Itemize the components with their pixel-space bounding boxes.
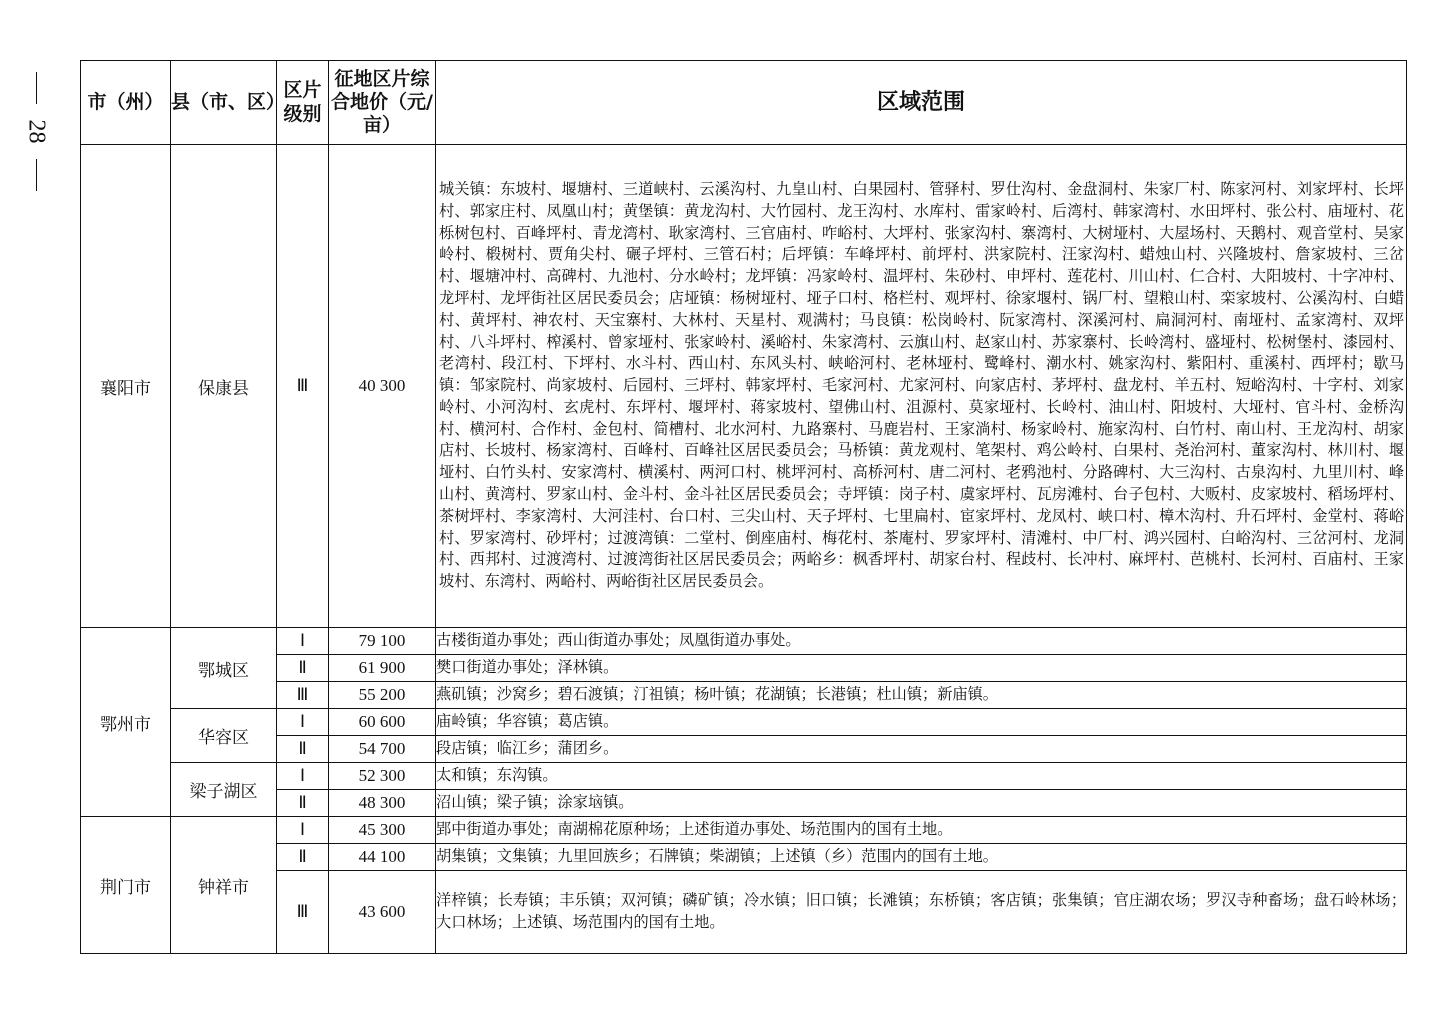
area-cell: 樊口街道办事处；泽林镇。	[436, 655, 1407, 682]
header-row	[81, 61, 1407, 145]
level-cell: Ⅰ	[277, 628, 329, 655]
table-row	[81, 844, 1407, 871]
level-cell: Ⅲ	[277, 871, 329, 954]
price-cell: 44 100	[329, 844, 436, 871]
county-cell: 钟祥市	[171, 817, 277, 954]
county-cell: 保康县	[171, 145, 277, 628]
header-level: 区片级别	[277, 61, 329, 145]
level-cell: Ⅱ	[277, 790, 329, 817]
price-cell: 79 100	[329, 628, 436, 655]
area-cell: 燕矶镇；沙窝乡；碧石渡镇；汀祖镇；杨叶镇；花湖镇；长港镇；杜山镇；新庙镇。	[436, 682, 1407, 709]
area-cell: 胡集镇；文集镇；九里回族乡；石牌镇；柴湖镇；上述镇（乡）范围内的国有土地。	[436, 844, 1407, 871]
city-cell: 襄阳市	[81, 145, 171, 628]
county-cell: 鄂城区	[171, 628, 277, 709]
table-row	[81, 790, 1407, 817]
level-cell: Ⅰ	[277, 817, 329, 844]
price-cell: 60 600	[329, 709, 436, 736]
header-price: 征地区片综合地价（元/亩）	[329, 61, 436, 145]
price-cell: 52 300	[329, 763, 436, 790]
city-cell: 荆门市	[81, 817, 171, 954]
table-row	[81, 655, 1407, 682]
level-cell: Ⅰ	[277, 709, 329, 736]
area-cell: 洋梓镇；长寿镇；丰乐镇；双河镇；磷矿镇；冷水镇；旧口镇；长滩镇；东桥镇；客店镇；张集镇；官庄湖农场；罗汉寺种畜场；盘石岭林场；大口林场；上述镇、场范围内的国有土地。	[436, 871, 1407, 954]
divider	[36, 72, 37, 104]
price-cell: 48 300	[329, 790, 436, 817]
price-cell: 54 700	[329, 736, 436, 763]
level-cell: Ⅲ	[277, 682, 329, 709]
county-cell: 华容区	[171, 709, 277, 763]
area-cell: 古楼街道办事处；西山街道办事处；凤凰街道办事处。	[436, 628, 1407, 655]
table-row	[81, 709, 1407, 736]
level-cell: Ⅱ	[277, 844, 329, 871]
area-cell: 城关镇：东坡村、堰塘村、三道峡村、云溪沟村、九皇山村、白果园村、管驿村、罗仕沟村、金盘洞村、朱家厂村、陈家河村、刘家坪村、长坪村、郭家庄村、凤凰山村；黄堡镇：黄龙沟村、大竹园村、龙王沟村、水库村、雷家岭村、后湾村、韩家湾村、水田坪村、张公村、庙垭村、花栎树包村、百峰坪村、青龙湾村、耿家湾村、三官庙村、咋峪村、大坪村、张家沟村、寨湾村、大树垭村、大屋场村、天鹅村、观音堂村、吴家岭村、椴树村、贾角尖村、碾子坪村、三管石村；后坪镇：车峰坪村、前坪村、洪家院村、汪家沟村、蜡烛山村、兴隆坡村、詹家坡村、三岔村、堰塘冲村、高碑村、九池村、分水岭村；龙坪镇：冯家岭村、温坪村、朱砂村、申坪村、莲花村、川山村、仁合村、大阳坡村、十字冲村、龙坪村、龙坪街社区居民委员会；店垭镇：杨树垭村、垭子口村、格栏村、观坪村、徐家堰村、锅厂村、望粮山村、栾家坡村、公溪沟村、白蜡村、黄坪村、神农村、天宝寨村、大林村、天星村、观满村；马良镇：松岗岭村、阮家湾村、深溪河村、扁洞河村、南垭村、孟家湾村、双坪村、八斗坪村、榨溪村、曾家垭村、张家岭村、溪峪村、朱家湾村、云旗山村、赵家山村、苏家寨村、长岭湾村、盛垭村、松树堡村、漆园村、老湾村、段江村、下坪村、水斗村、西山村、东风头村、峡峪河村、老林垭村、鹭峰村、潮水村、姚家沟村、紫阳村、重溪村、西坪村；歇马镇：邹家院村、尚家坡村、后园村、三坪村、韩家坪村、毛家河村、尤家河村、向家店村、茅坪村、盘龙村、羊五村、短峪沟村、十字村、刘家岭村、小河沟村、玄虎村、东坪村、堰坪村、蒋家坡村、望佛山村、沮源村、莫家垭村、长岭村、油山村、阳坡村、大垭村、官斗村、金桥沟村、横河村、合作村、金包村、简槽村、北水河村、九路寨村、马鹿岩村、王家淌村、杨家岭村、施家沟村、白竹村、南山村、王龙沟村、胡家店村、长坡村、杨家湾村、百峰村、百峰社区居民委员会；马桥镇：黄龙观村、笔架村、鸡公岭村、白果村、尧治河村、董家沟村、林川村、堰垭村、白竹头村、安家湾村、横溪村、两河口村、桃坪河村、高桥河村、唐二河村、老鸦池村、分路碑村、大三沟村、古泉沟村、九里川村、峰山村、黄湾村、罗家山村、金斗村、金斗社区居民委员会；寺坪镇：岗子村、虞家坪村、瓦房滩村、台子包村、大贩村、皮家坡村、稻场坪村、茶树坪村、李家湾村、大河洼村、台口村、三尖山村、天子坪村、七里扁村、宦家坪村、龙凤村、峡口村、樟木沟村、升石坪村、金堂村、蒋峪村、罗家湾村、砂坪村；过渡湾镇：二堂村、倒座庙村、梅花村、茶庵村、罗家坪村、清滩村、中厂村、鸿兴园村、白峪沟村、三岔河村、龙洞村、西邦村、过渡湾村、过渡湾街社区居民委员会；两峪乡：枫香坪村、胡家台村、程歧村、长冲村、麻坪村、芭桃村、长河村、百庙村、王家坡村、东湾村、两峪村、两峪街社区居民委员会。	[436, 145, 1407, 628]
price-cell: 40 300	[329, 145, 436, 628]
page-number-marker	[18, 72, 54, 191]
land-price-table	[80, 60, 1407, 954]
header-area: 区域范围	[436, 61, 1407, 145]
divider	[36, 159, 37, 191]
area-cell: 郢中街道办事处；南湖棉花原种场；上述街道办事处、场范围内的国有土地。	[436, 817, 1407, 844]
table-row	[81, 145, 1407, 628]
price-cell: 61 900	[329, 655, 436, 682]
header-city: 市（州）	[81, 61, 171, 145]
table-row	[81, 763, 1407, 790]
level-cell: Ⅱ	[277, 655, 329, 682]
county-cell: 梁子湖区	[171, 763, 277, 817]
table-row	[81, 817, 1407, 844]
price-cell: 45 300	[329, 817, 436, 844]
area-cell: 太和镇；东沟镇。	[436, 763, 1407, 790]
area-cell: 沼山镇；梁子镇；涂家垴镇。	[436, 790, 1407, 817]
price-cell: 55 200	[329, 682, 436, 709]
header-county: 县（市、区）	[171, 61, 277, 145]
page-number: 28	[23, 119, 50, 144]
level-cell: Ⅲ	[277, 145, 329, 628]
table-row	[81, 682, 1407, 709]
price-cell: 43 600	[329, 871, 436, 954]
table-row	[81, 628, 1407, 655]
level-cell: Ⅰ	[277, 763, 329, 790]
city-cell: 鄂州市	[81, 628, 171, 817]
level-cell: Ⅱ	[277, 736, 329, 763]
area-cell: 庙岭镇；华容镇；葛店镇。	[436, 709, 1407, 736]
table-row	[81, 736, 1407, 763]
area-cell: 段店镇；临江乡；蒲团乡。	[436, 736, 1407, 763]
table-row	[81, 871, 1407, 954]
